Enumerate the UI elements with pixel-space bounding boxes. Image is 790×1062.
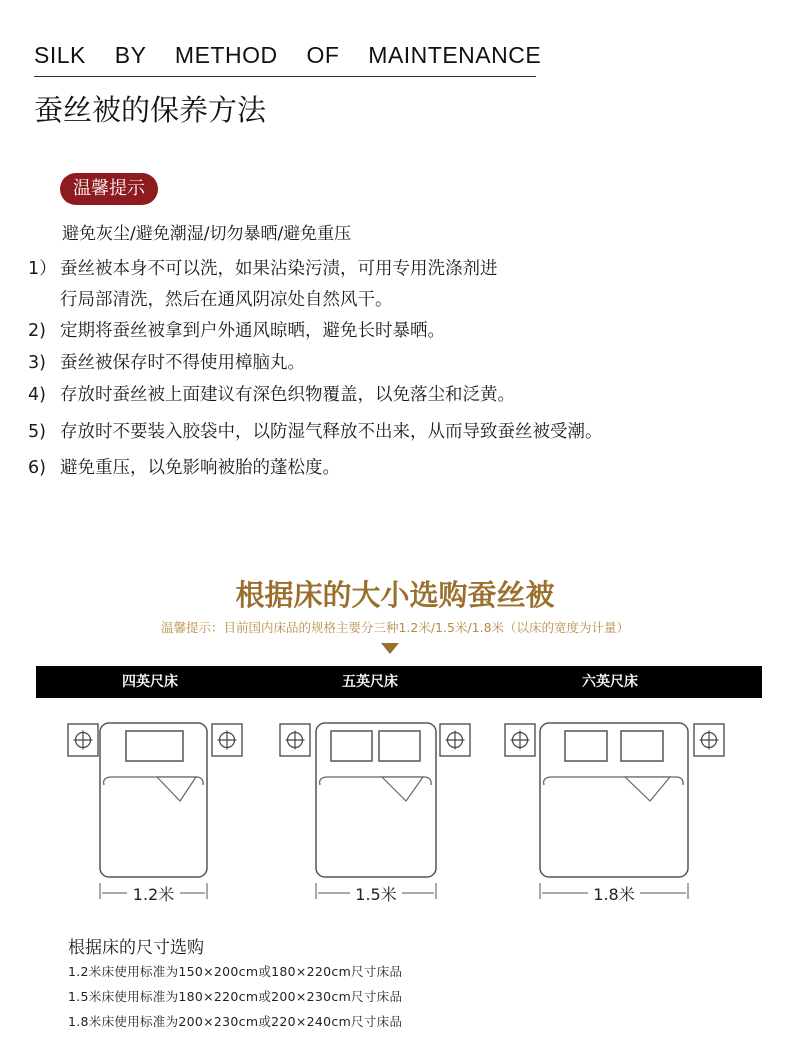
care-item-number: 1） bbox=[28, 259, 57, 279]
bed-width-label: 1.2米 bbox=[132, 885, 175, 904]
title-divider bbox=[34, 76, 536, 77]
pillow-left bbox=[331, 731, 372, 761]
bed-diagrams bbox=[0, 705, 790, 915]
pillow-right bbox=[379, 731, 420, 761]
size-guide-title: 根据床的尺寸选购 bbox=[68, 938, 204, 958]
size-guide-line-1: 1.2米床使用标准为150×200cm或180×220cm尺寸床品 bbox=[68, 964, 403, 979]
care-item-number: 2) bbox=[28, 321, 46, 341]
nightstand-left-icon bbox=[280, 724, 310, 756]
bed-label-5ft: 五英尺床 bbox=[342, 674, 398, 690]
care-item-text: 定期将蚕丝被拿到户外通风晾晒，避免长时暴晒。 bbox=[60, 321, 445, 341]
care-item-5 bbox=[28, 418, 603, 443]
bed-diagram-1-2m bbox=[68, 723, 242, 904]
care-item-continuation: 行局部清洗，然后在通风阴凉处自然风干。 bbox=[60, 290, 393, 310]
care-item-6 bbox=[28, 454, 340, 479]
english-title: SILK BY METHOD OF MAINTENANCE bbox=[34, 42, 542, 68]
bed-width-label: 1.8米 bbox=[593, 885, 635, 904]
size-section-note: 温馨提示：目前国内床品的规格主要分三种1.2米/1.5米/1.8米（以床的宽度为计量） bbox=[160, 620, 630, 635]
bed-size-header-bar bbox=[36, 666, 762, 698]
care-item-3 bbox=[28, 349, 305, 374]
chinese-title: 蚕丝被的保养方法 bbox=[34, 93, 267, 127]
care-item-2 bbox=[28, 317, 445, 342]
bed-label-6ft: 六英尺床 bbox=[582, 674, 638, 690]
nightstand-right-icon bbox=[694, 724, 724, 756]
nightstand-left-icon bbox=[68, 724, 98, 756]
care-item-text: 避免重压，以免影响被胎的蓬松度。 bbox=[60, 458, 340, 478]
pillow-left bbox=[565, 731, 607, 761]
tip-summary: 避免灰尘/避免潮湿/切勿暴晒/避免重压 bbox=[62, 224, 352, 244]
nightstand-left-icon bbox=[505, 724, 535, 756]
care-item-number: 4) bbox=[28, 385, 46, 405]
pillow bbox=[126, 731, 183, 761]
care-item-number: 5) bbox=[28, 422, 46, 442]
care-item-text: 存放时蚕丝被上面建议有深色织物覆盖，以免落尘和泛黄。 bbox=[60, 385, 515, 405]
care-item-4 bbox=[28, 381, 515, 406]
down-arrow-icon bbox=[381, 643, 399, 654]
bed-diagram-1-5m bbox=[280, 723, 470, 904]
bed-width-label: 1.5米 bbox=[355, 885, 397, 904]
nightstand-right-icon bbox=[212, 724, 242, 756]
pillow-right bbox=[621, 731, 663, 761]
care-item-text: 蚕丝被本身不可以洗，如果沾染污渍，可用专用洗涤剂进 bbox=[60, 259, 498, 279]
care-item-number: 3) bbox=[28, 353, 46, 373]
size-section-title: 根据床的大小选购蚕丝被 bbox=[235, 578, 555, 612]
care-item-text: 蚕丝被保存时不得使用樟脑丸。 bbox=[60, 353, 305, 373]
size-guide-line-2: 1.5米床使用标准为180×220cm或200×230cm尺寸床品 bbox=[68, 989, 403, 1004]
care-item-text: 存放时不要装入胶袋中，以防湿气释放不出来，从而导致蚕丝被受潮。 bbox=[60, 422, 603, 442]
care-item-1 bbox=[28, 255, 498, 311]
size-guide-line-3: 1.8米床使用标准为200×230cm或220×240cm尺寸床品 bbox=[68, 1014, 403, 1029]
bed-label-4ft: 四英尺床 bbox=[122, 674, 178, 690]
nightstand-right-icon bbox=[440, 724, 470, 756]
bed-frame bbox=[540, 723, 688, 877]
tip-badge: 温馨提示 bbox=[60, 173, 158, 205]
care-item-number: 6) bbox=[28, 458, 46, 478]
bed-diagram-1-8m bbox=[505, 723, 724, 904]
